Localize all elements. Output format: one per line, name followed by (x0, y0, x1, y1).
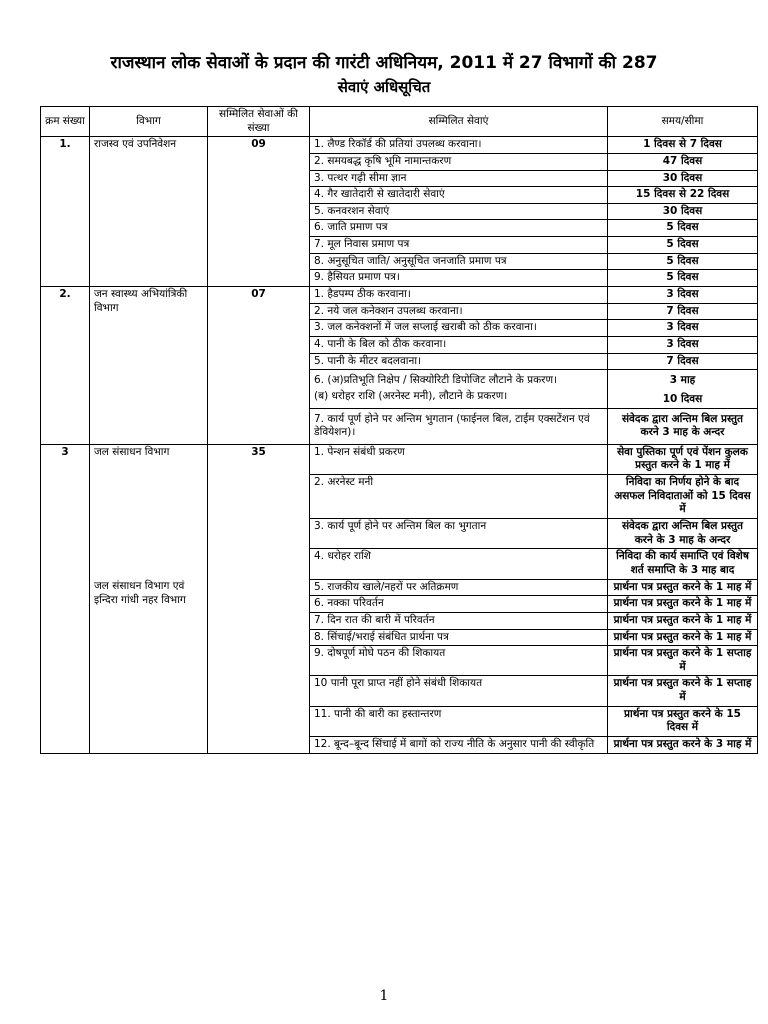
time-cell: प्रार्थना पत्र प्रस्तुत करने के 1 सप्ताह में (608, 646, 758, 676)
service-cell: 11. पानी की बारी का हस्तान्तरण (310, 706, 608, 736)
table-row (41, 287, 758, 304)
service-cell: 9. हैसियत प्रमाण पत्र। (310, 270, 608, 287)
service-cell: 2. अरनेस्ट मनी (310, 475, 608, 519)
service-cell: 6. जाति प्रमाण पत्र (310, 220, 608, 237)
table-row (41, 137, 758, 154)
time-cell: 30 दिवस (608, 203, 758, 220)
service-cell: 12. बून्द–बून्द सिंचाई में बागों को राज्य नीति के अनुसार पानी की स्वीकृति (310, 736, 608, 753)
service-cell: 2. नये जल कनेक्शन उपलब्ध करवाना। (310, 303, 608, 320)
section-serial: 1. (41, 137, 90, 287)
services-table (40, 106, 758, 754)
time-cell: संवेदक द्वारा अन्तिम बिल प्रस्तुत करने के 3 माह के अन्दर (608, 519, 758, 549)
section-department: जन स्वास्थ्य अभियांत्रिकी विभाग (90, 287, 208, 445)
section-count: 09 (208, 137, 310, 287)
service-cell: 6. (अ)प्रतिभूति निक्षेप / सिक्योरिटी डिपोजिट लौटाने के प्रकरण। (310, 370, 608, 389)
time-cell: प्रार्थना पत्र प्रस्तुत करने के 1 सप्ताह में (608, 676, 758, 706)
service-cell: 3. पत्थर गढ़ी सीमा ज्ञान (310, 170, 608, 187)
service-cell: 9. दोषपूर्ण मोघे पठन की शिकायत (310, 646, 608, 676)
service-cell: 1. पेन्शन संबंधी प्रकरण (310, 444, 608, 474)
time-cell: निविदा की कार्य समाप्ति एवं विशेष शर्त समाप्ति के 3 माह बाद (608, 549, 758, 579)
service-cell: 7. मूल निवास प्रमाण पत्र (310, 237, 608, 254)
service-cell: 4. धरोहर राशि (310, 549, 608, 579)
header-time: समय/सीमा (608, 107, 758, 137)
time-cell: 5 दिवस (608, 270, 758, 287)
service-cell: 3. जल कनेक्शनों में जल सप्लाई खराबी को ठीक करवाना। (310, 320, 608, 337)
time-cell: प्रार्थना पत्र प्रस्तुत करने के 3 माह में (608, 736, 758, 753)
table-row (41, 444, 758, 474)
service-cell: 4. गैर खातेदारी से खातेदारी सेवाएं (310, 187, 608, 204)
time-cell: 5 दिवस (608, 237, 758, 254)
service-cell: 7. दिन रात की बारी में परिवर्तन (310, 612, 608, 629)
header-services: सम्मिलित सेवाएं (310, 107, 608, 137)
time-cell: 15 दिवस से 22 दिवस (608, 187, 758, 204)
table-row (41, 579, 758, 596)
time-cell: 7 दिवस (608, 353, 758, 370)
service-cell: 1. लैण्ड रिकॉर्ड की प्रतियां उपलब्ध करवाना। (310, 137, 608, 154)
time-cell: प्रार्थना पत्र प्रस्तुत करने के 1 माह में (608, 612, 758, 629)
time-cell: 3 दिवस (608, 287, 758, 304)
section-serial: 3 (41, 444, 90, 753)
time-cell: प्रार्थना पत्र प्रस्तुत करने के 15 दिवस में (608, 706, 758, 736)
table-header-row (41, 107, 758, 137)
service-cell: 5. राजकीय खाले/नहरों पर अतिक्रमण (310, 579, 608, 596)
service-cell: 10 पानी पूरा प्राप्त नहीं होने संबंधी शिकायत (310, 676, 608, 706)
time-cell: प्रार्थना पत्र प्रस्तुत करने के 1 माह में (608, 629, 758, 646)
time-cell: प्रार्थना पत्र प्रस्तुत करने के 1 माह में (608, 579, 758, 596)
time-cell: 5 दिवस (608, 220, 758, 237)
time-cell: 3 दिवस (608, 320, 758, 337)
service-cell: 5. पानी के मीटर बदलवाना। (310, 353, 608, 370)
header-department: विभाग (90, 107, 208, 137)
service-cell: 4. पानी के बिल को ठीक करवाना। (310, 336, 608, 353)
header-count: सम्मिलित सेवाओं की संख्या (208, 107, 310, 137)
time-cell: निविदा का निर्णय होने के बाद असफल निविदाताओं को 15 दिवस में (608, 475, 758, 519)
time-cell: 5 दिवस (608, 253, 758, 270)
service-cell: 8. सिंचाई/भराई संबंधित प्रार्थना पत्र (310, 629, 608, 646)
time-cell: 10 दिवस (608, 389, 758, 408)
time-cell: 1 दिवस से 7 दिवस (608, 137, 758, 154)
service-cell: 2. समयबद्ध कृषि भूमि नामान्तकरण (310, 153, 608, 170)
section-count: 07 (208, 287, 310, 445)
time-cell: 47 दिवस (608, 153, 758, 170)
header-serial: क्रम संख्या (41, 107, 90, 137)
service-cell: 8. अनुसूचित जाति/ अनुसूचित जनजाति प्रमाण पत्र (310, 253, 608, 270)
time-cell: 30 दिवस (608, 170, 758, 187)
document-title: राजस्थान लोक सेवाओं के प्रदान की गारंटी अधिनियम, 2011 में 27 विभागों की 287 (110, 53, 658, 73)
time-cell: प्रार्थना पत्र प्रस्तुत करने के 1 माह में (608, 596, 758, 613)
service-cell: 3. कार्य पूर्ण होने पर अन्तिम बिल का भुगतान (310, 519, 608, 549)
section-department-2: जल संसाधन विभाग एवं इन्दिरा गांधी नहर विभाग (90, 579, 208, 753)
service-cell: 6. नक्का परिवर्तन (310, 596, 608, 613)
section-department: राजस्व एवं उपनिवेशन (90, 137, 208, 287)
section-count: 35 (208, 444, 310, 753)
time-cell: संवेदक द्वारा अन्तिम बिल प्रस्तुत करने 3 माह के अन्दर (608, 408, 758, 444)
time-cell: 3 दिवस (608, 336, 758, 353)
time-cell: 3 माह (608, 370, 758, 389)
service-cell: 7. कार्य पूर्ण होने पर अन्तिम भुगतान (फाईनल बिल, टाईम एक्सटेंशन एवं डेवियेशन)। (310, 408, 608, 444)
page-number: 1 (379, 988, 389, 1004)
service-cell: 1. हैडपम्प ठीक करवाना। (310, 287, 608, 304)
section-department: जल संसाधन विभाग (90, 444, 208, 579)
service-cell: 5. कनवरशन सेवाएं (310, 203, 608, 220)
service-cell: (ब) धरोहर राशि (अरनेस्ट मनी), लौटाने के प्रकरण। (310, 389, 608, 408)
time-cell: 7 दिवस (608, 303, 758, 320)
document-subtitle: सेवाएं अधिसूचित (337, 78, 431, 96)
section-serial: 2. (41, 287, 90, 445)
time-cell: सेवा पुस्तिका पूर्ण एवं पेंशन कुलक प्रस्तुत करने के 1 माह में (608, 444, 758, 474)
